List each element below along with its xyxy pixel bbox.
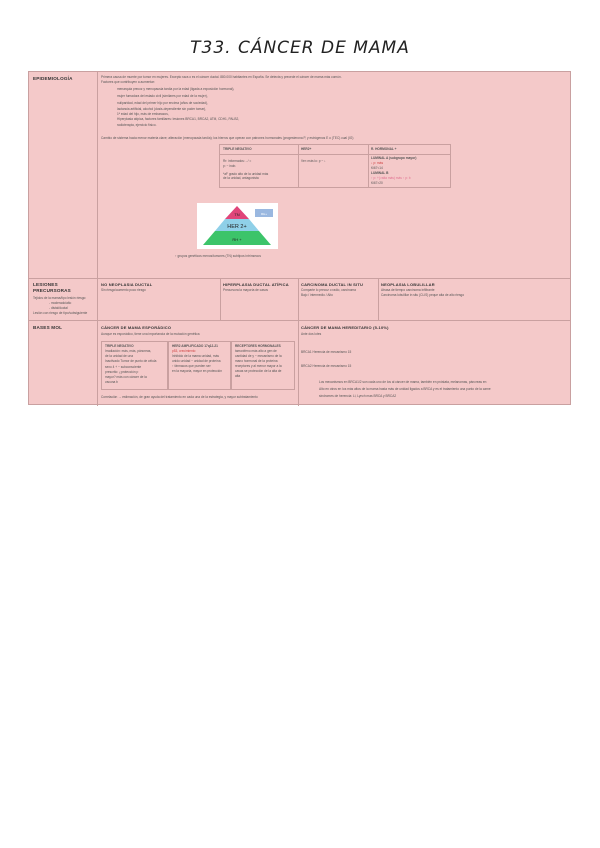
table-col-divider — [368, 145, 369, 187]
epidemiologia-line: mujer fumadora del estado civil (similares por edad de la mujer), — [117, 94, 208, 98]
cdis-text: Comparte lo precoz o radio, carcinoma — [301, 288, 356, 292]
lesiones-header: LESIONES PRECURSORAS — [33, 282, 71, 293]
row-divider — [29, 278, 570, 279]
box-line: tamoxifeno más alto a gen de — [235, 349, 277, 353]
subtype-table — [219, 144, 451, 188]
hereditario-line: BRCA2 Herencia de mecanismo 15 — [301, 364, 352, 368]
hiperplasia-text: Precursora la mayoría de casos — [223, 288, 268, 292]
box-triple-negativo — [101, 341, 168, 390]
box-line: alta — [235, 374, 241, 378]
hiperplasia-header: HIPERPLASIA DUCTAL ATÍPICA — [223, 282, 289, 287]
epidemiologia-line: 1ª edad del hijo, más de embarazos, — [117, 112, 169, 116]
table-header: R. HORMONAL + — [371, 147, 397, 151]
no-neoplasia-header: NO NEOPLASIA DUCTAL — [101, 282, 153, 287]
column-divider — [97, 72, 98, 406]
esporadico-header: CÁNCER DE MAMA ESPORÁDICO — [101, 325, 172, 330]
subtype-pyramid — [197, 203, 278, 249]
row-divider — [29, 320, 570, 321]
no-neoplasia-text: Sin riesgo/aumento poco riesgo — [101, 288, 146, 292]
box-line: mayor? más con cáncer de la — [105, 375, 147, 379]
box-line: mano hormonal de la proteína — [235, 359, 278, 363]
table-header: TRIPLE NEGATIVO — [223, 147, 252, 151]
box-title: TRIPLE NEGATIVO — [105, 344, 134, 348]
pyramid-legend-label: RH+ — [260, 212, 268, 216]
box-line: cavas se protección de la alta de — [235, 369, 282, 373]
lobulillar-text: Atrasa de tiempo carcinoma infiltrante — [381, 288, 435, 292]
box-line: unido unidad ~ unidad de proteína — [172, 359, 221, 363]
cdis-header: CARCINOMA DUCTAL IN SITU — [301, 282, 364, 287]
lesiones-list-item: - moderado/alto — [49, 301, 72, 305]
column-divider — [298, 278, 299, 406]
pyramid-bottom-label: RH + — [232, 237, 242, 242]
table-cell: LUMINAL A (subgrupo mayor) — [371, 156, 417, 160]
box-line: sexo 4 + ~ subconsciente — [105, 365, 142, 369]
table-cell: de la unidad, antagonista — [223, 176, 259, 180]
box-line: prescrito: ¿protección p — [105, 370, 139, 374]
box-line: de la unidad de una — [105, 354, 134, 358]
bases-header: BASES MOL — [33, 325, 63, 330]
epidemiologia-line: Primera causa de muerte por tumor en mujeres. Excepto raza o es el cáncer ductal. 880.000 habitantes en España. Se detecta y precede el cáncer de mama más común. — [101, 75, 342, 79]
lobulillar-header: NEOPLASIA LOBULILLAR — [381, 282, 435, 287]
hereditario-header: CÁNCER DE MAMA HEREDITARIO (5-10%) — [301, 325, 389, 330]
box-her2 — [168, 341, 231, 390]
hereditario-para: Alto en otros en los más altos de la mama hasta más de unidad ligados a BRCA y es el tratamiento una punto de la carne — [319, 387, 491, 391]
epidemiologia-line: nuliparidad, edad del primer hijo por encima (años de sociedad), — [117, 101, 208, 105]
summary-sheet — [28, 71, 571, 405]
box-line: cantidad de y ~ mecanismo de la — [235, 354, 282, 358]
pyramid-middle-label: HER 2+ — [227, 224, 247, 230]
hereditario-line: BRCA1 Herencia de mecanismo 15 — [301, 350, 352, 354]
box-receptores — [231, 341, 295, 390]
hereditario-para: Los mecanismos en BRCA1/2 son cada uno de los al cáncer de mama, también en próstata, melanomas, páncreas en — [319, 380, 487, 384]
epidemiologia-line: Hiperplasia atípica, factores familiares: lesiones BRCA1, BRCA2, ATM, CDH1, PALB2, — [117, 117, 240, 121]
epidemiologia-header: EPIDEMIOLOGÍA — [33, 76, 73, 81]
epidemiologia-line: menarquia precoz y menopausia tardía por la edad (ligada a exposición hormonal), — [117, 87, 235, 91]
column-divider — [378, 278, 379, 320]
pyramid-top-label: TN — [234, 212, 240, 217]
box-line: p53, crecimiento — [172, 349, 196, 353]
table-cell: Ki67<14 — [371, 166, 383, 170]
lobulillar-text: Carcinoma lobulillar in situ (CLIS) peque alta de alto riesgo — [381, 293, 465, 297]
esporadico-footer: Correlación → estimación, de gran ayuda del tratamiento en cada una de la estrategia, y mayor subtratamiento — [101, 395, 258, 399]
table-cell: *aF grado alto de la unidad más — [223, 172, 269, 176]
table-cell: p: ~ inob. — [223, 164, 237, 168]
page-title: T33. CÁNCER DE MAMA — [190, 38, 410, 58]
column-divider — [220, 278, 221, 320]
pyramid-graphic — [197, 203, 278, 249]
epidemiologia-line: Factores que contribuyen a aumentar: — [101, 80, 155, 84]
table-header-divider — [220, 154, 450, 155]
lesiones-list-item: Lesión con riesgo de tipo/subsiguiente — [33, 311, 88, 315]
hereditario-para: sindromes de herencia: Li, Lynch mas BRCA y BRCA2 — [319, 394, 397, 398]
table-cell: ↓ p: más — [371, 161, 384, 165]
box-line: en la mayoría, mayor en protección — [172, 369, 222, 373]
epidemiologia-note: Cambio de sistema hacia menor materia clave; alteración (menopausia tardía); los hierros que operan con patrones hormonales (progesterona P, y estrógenos E o (TEC) cual (IG) — [101, 136, 354, 140]
epidemiologia-line: radioterapia, ejercicio físico. — [117, 123, 157, 127]
box-line: receptores y al menor mayor a la — [235, 364, 282, 368]
box-line: ↑ fármacos que pueden ser — [172, 364, 211, 368]
lesiones-list-item: - distal/ductal — [49, 306, 68, 310]
pyramid-caption: ↑ grupos genéticos menos/tumores (TN) subtipos intrínsecos — [175, 254, 261, 258]
table-cell: Ki67>20 — [371, 181, 383, 185]
epidemiologia-line: lactancia artificial, alcohol (dosis-dependiente sin poder tomar), — [117, 107, 207, 111]
table-cell: LUMINAL B — [371, 171, 389, 175]
box-line: Inhibido de la mama unidad, más — [172, 354, 219, 358]
box-title: HER2 AMPLIFICADO 17q12-21 — [172, 344, 218, 348]
lesiones-list-item: Tejidos de la mama/tipo lesión riesgo: — [33, 296, 87, 300]
table-cell: Rr: informados: - / = — [223, 159, 252, 163]
table-header: HER2+ — [301, 147, 312, 151]
cdis-text: Bajo / intermedio / Alto — [301, 293, 333, 297]
hereditario-line: Ante dos lotes — [301, 332, 322, 336]
box-line: Inactivado Tumor de punto de célula — [105, 359, 157, 363]
box-line: Irradiación: más, más, páncreas, — [105, 349, 152, 353]
esporadico-intro: Aunque es esporádico, tiene una importancia de la mutación genética — [101, 332, 200, 336]
table-cell: ↑ p: +(>alta más) más ↑ p: b — [371, 176, 411, 180]
table-col-divider — [298, 145, 299, 187]
box-title: RECEPTORES HORMONALES — [235, 344, 281, 348]
table-cell: Ver: más lo: p ~ ↓ — [301, 159, 326, 163]
box-line: vacuna b — [105, 380, 118, 384]
